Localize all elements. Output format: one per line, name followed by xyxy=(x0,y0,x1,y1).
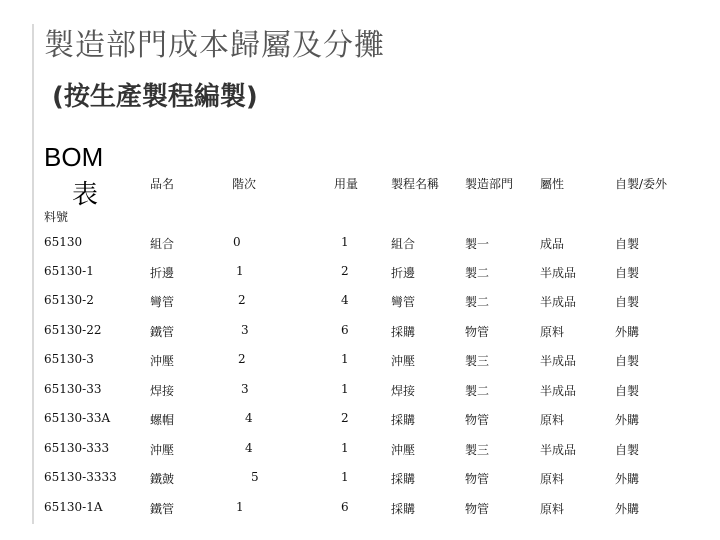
header-part-no: 料號 xyxy=(44,210,69,224)
cell-part-no: 65130-3 xyxy=(44,352,94,366)
cell-level: 1 xyxy=(236,264,244,278)
cell-qty: 1 xyxy=(341,441,349,455)
header-name: 品名 xyxy=(150,177,175,191)
cell-process: 採購 xyxy=(391,325,416,339)
cell-source: 自製 xyxy=(615,354,640,368)
cell-process: 採購 xyxy=(391,502,416,516)
header-level: 階次 xyxy=(232,177,257,191)
cell-attr: 半成品 xyxy=(540,266,577,280)
bom-label-suffix: 表 xyxy=(72,180,99,210)
cell-source: 外購 xyxy=(615,413,640,427)
cell-attr: 半成品 xyxy=(540,295,577,309)
cell-process: 沖壓 xyxy=(391,443,416,457)
cell-part-no: 65130-3333 xyxy=(44,470,117,484)
left-accent-rule xyxy=(32,24,34,524)
cell-qty: 1 xyxy=(341,235,349,249)
cell-part-no: 65130-333 xyxy=(44,441,110,455)
cell-name: 鐵皷 xyxy=(150,472,175,486)
cell-name: 鐵管 xyxy=(150,325,175,339)
cell-part-no: 65130-2 xyxy=(44,293,94,307)
cell-source: 自製 xyxy=(615,384,640,398)
cell-dept: 製一 xyxy=(465,237,490,251)
cell-source: 自製 xyxy=(615,443,640,457)
cell-process: 焊接 xyxy=(391,384,416,398)
cell-level: 2 xyxy=(238,352,246,366)
cell-source: 外購 xyxy=(615,502,640,516)
cell-process: 彎管 xyxy=(391,295,416,309)
cell-attr: 原料 xyxy=(540,413,565,427)
cell-level: 3 xyxy=(241,382,249,396)
cell-attr: 原料 xyxy=(540,472,565,486)
cell-name: 沖壓 xyxy=(150,354,175,368)
cell-dept: 物管 xyxy=(465,325,490,339)
cell-dept: 製三 xyxy=(465,443,490,457)
header-process: 製程名稱 xyxy=(391,177,440,191)
cell-qty: 1 xyxy=(341,382,349,396)
bom-label: BOM xyxy=(44,142,104,172)
cell-source: 自製 xyxy=(615,237,640,251)
cell-qty: 1 xyxy=(341,470,349,484)
cell-source: 自製 xyxy=(615,266,640,280)
cell-process: 採購 xyxy=(391,413,416,427)
cell-attr: 原料 xyxy=(540,502,565,516)
cell-level: 4 xyxy=(245,411,253,425)
header-source: 自製/委外 xyxy=(615,177,668,191)
cell-part-no: 65130-22 xyxy=(44,323,102,337)
cell-part-no: 65130-33A xyxy=(44,411,111,425)
cell-process: 採購 xyxy=(391,472,416,486)
cell-attr: 半成品 xyxy=(540,384,577,398)
cell-process: 沖壓 xyxy=(391,354,416,368)
page-title: 製造部門成本歸屬及分攤 xyxy=(44,28,385,63)
cell-level: 5 xyxy=(251,470,259,484)
cell-process: 折邊 xyxy=(391,266,416,280)
cell-qty: 4 xyxy=(341,293,349,307)
cell-qty: 6 xyxy=(341,323,349,337)
cell-level: 2 xyxy=(238,293,246,307)
cell-part-no: 65130-33 xyxy=(44,382,102,396)
cell-qty: 2 xyxy=(341,411,349,425)
cell-qty: 2 xyxy=(341,264,349,278)
cell-level: 1 xyxy=(236,500,244,514)
cell-dept: 製二 xyxy=(465,295,490,309)
page-subtitle: (按生產製程編製) xyxy=(52,82,258,112)
cell-level: 3 xyxy=(241,323,249,337)
cell-level: 0 xyxy=(233,235,241,249)
cell-level: 4 xyxy=(245,441,253,455)
cell-dept: 物管 xyxy=(465,472,490,486)
cell-attr: 成品 xyxy=(540,237,565,251)
cell-attr: 半成品 xyxy=(540,354,577,368)
cell-part-no: 65130 xyxy=(44,235,83,249)
cell-dept: 物管 xyxy=(465,502,490,516)
header-qty: 用量 xyxy=(334,177,359,191)
cell-dept: 製二 xyxy=(465,384,490,398)
cell-name: 焊接 xyxy=(150,384,175,398)
cell-name: 彎管 xyxy=(150,295,175,309)
cell-dept: 物管 xyxy=(465,413,490,427)
cell-attr: 半成品 xyxy=(540,443,577,457)
cell-dept: 製三 xyxy=(465,354,490,368)
cell-attr: 原料 xyxy=(540,325,565,339)
cell-part-no: 65130-1 xyxy=(44,264,94,278)
cell-source: 外購 xyxy=(615,472,640,486)
cell-qty: 1 xyxy=(341,352,349,366)
cell-name: 折邊 xyxy=(150,266,175,280)
cell-source: 自製 xyxy=(615,295,640,309)
cell-qty: 6 xyxy=(341,500,349,514)
cell-name: 組合 xyxy=(150,237,175,251)
header-dept: 製造部門 xyxy=(465,177,514,191)
cell-name: 螺帽 xyxy=(150,413,175,427)
cell-part-no: 65130-1A xyxy=(44,500,103,514)
cell-name: 鐵管 xyxy=(150,502,175,516)
cell-source: 外購 xyxy=(615,325,640,339)
cell-dept: 製二 xyxy=(465,266,490,280)
header-attr: 屬性 xyxy=(540,177,565,191)
cell-name: 沖壓 xyxy=(150,443,175,457)
cell-process: 組合 xyxy=(391,237,416,251)
